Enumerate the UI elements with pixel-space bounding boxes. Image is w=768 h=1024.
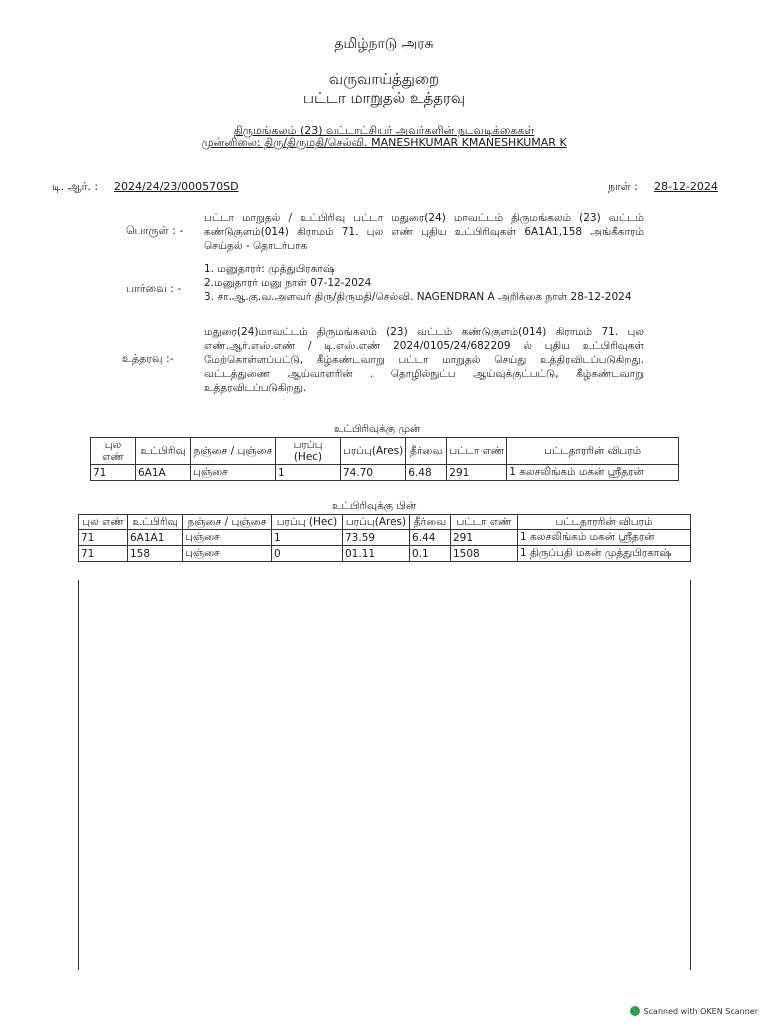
before-caption: உட்பிரிவுக்கு முன்: [334, 423, 421, 435]
cell-patta-no: 291: [451, 530, 518, 546]
cell-area-ares: 01.11: [343, 546, 410, 562]
table-row: [91, 465, 679, 481]
col-land-type: நஞ்சை / புஞ்சை: [191, 438, 276, 465]
subject-label: பொருள் : -: [126, 224, 184, 237]
col-patta-no: பட்டா எண்: [447, 438, 507, 465]
after-subdivision-table: [78, 514, 691, 562]
reference-line-2: 2.மனுதாரர் மனு நாள் 07-12-2024: [204, 277, 372, 289]
reference-line-1: 1. மனுதாரர்: முத்துபிரகாஷ்: [204, 263, 335, 275]
col-area-hec: பரப்பு (Hec): [276, 438, 341, 465]
col-owner: பட்டதாரரின் விபரம்: [507, 438, 679, 465]
before-subdivision-table: [90, 437, 679, 481]
after-caption: உட்பிரிவுக்கு பின்: [332, 500, 417, 512]
col-tax: தீர்வை: [410, 515, 451, 530]
col-subdivision: உட்பிரிவு: [128, 515, 183, 530]
reference-block: [204, 262, 644, 304]
table-row: [79, 530, 691, 546]
col-survey-no: புல எண்: [79, 515, 128, 530]
subject-text: பட்டா மாறுதல் / உட்பிரிவு பட்டா மதுரை(24) மாவட்டம் திருமங்கலம் (23) வட்டம் கண்டுகுளம்(014) கிராமம் 71. புல எண் புதிய உட்பிரிவுகள் 6A1A1,158 அங்கீகாரம் செய்தல் - தொடர்பாக: [204, 212, 644, 252]
cell-owner: 1 கலசலிங்கம் மகன் ஸ்ரீதரன்: [507, 465, 679, 481]
cell-survey-no: 71: [79, 546, 128, 562]
col-area-ares: பரப்பு(Ares): [343, 515, 410, 530]
dr-number: 2024/24/23/000570SD: [114, 180, 239, 193]
order-text: மதுரை(24)மாவட்டம் திருமங்கலம் (23) வட்டம் கண்டுகுளம்(014) கிராமம் 71. புல எண்.ஆர்.எஸ்.எண் / டி.எஸ்.எண் 2024/0105/24/682209 ல் புதிய உட்பிரிவுகள் மேற்கொள்ளப்பட்டு, கீழ்கண்டவாறு பட்டா மாறுதல் செய்து உத்திரவிடப்படுகிறது. வட்டத்துணை ஆய்வாளரின் . தொழில்நுட்ப ஆய்வுக்குட்பட்டு, கீழ்கண்டவாறு உத்தரவிடப்படுகிறது.: [204, 326, 644, 394]
dr-label: டி. ஆர். :: [52, 180, 99, 193]
cell-owner: 1 திருப்பதி மகன் முத்துபிரகாஷ்: [518, 546, 691, 562]
scanner-watermark: [630, 1006, 758, 1016]
reference-line-3: 3. சா.ஆ.கு.வ.அளவர் திரு/திருமதி/செல்வி. NAGENDRAN A அறிக்கை நாள் 28-12-2024: [204, 291, 632, 303]
cell-area-hec: 1: [272, 530, 343, 546]
cell-tax: 0.1: [410, 546, 451, 562]
scanner-text: Scanned with OKEN Scanner: [643, 1006, 758, 1016]
cell-tax: 6.44: [410, 530, 451, 546]
table-row: [79, 546, 691, 562]
cell-subdivision: 158: [128, 546, 183, 562]
table-empty-area: [78, 580, 691, 970]
col-land-type: நஞ்சை / புஞ்சை: [183, 515, 272, 530]
cell-survey-no: 71: [79, 530, 128, 546]
reference-label: பார்வை : -: [126, 282, 182, 295]
date-label: நாள் :: [608, 180, 638, 193]
col-area-ares: பரப்பு(Ares): [341, 438, 406, 465]
cell-area-ares: 74.70: [341, 465, 406, 481]
col-owner: பட்டதாரரின் விபரம்: [518, 515, 691, 530]
cell-patta-no: 291: [447, 465, 507, 481]
cell-area-ares: 73.59: [343, 530, 410, 546]
government-title: தமிழ்நாடு அரசு: [334, 36, 434, 52]
table-header-row: [79, 515, 691, 530]
cell-subdivision: 6A1A1: [128, 530, 183, 546]
col-subdivision: உட்பிரிவு: [136, 438, 191, 465]
order-label: உத்தரவு :-: [122, 352, 174, 365]
col-survey-no: புல எண்: [91, 438, 136, 465]
cell-land-type: புஞ்சை: [183, 546, 272, 562]
cell-patta-no: 1508: [451, 546, 518, 562]
col-tax: தீர்வை: [406, 438, 447, 465]
col-patta-no: பட்டா எண்: [451, 515, 518, 530]
cell-area-hec: 0: [272, 546, 343, 562]
cell-land-type: புஞ்சை: [191, 465, 276, 481]
table-header-row: [91, 438, 679, 465]
order-title: பட்டா மாறுதல் உத்தரவு: [302, 89, 466, 107]
cell-survey-no: 71: [91, 465, 136, 481]
scanner-logo-icon: [630, 1006, 640, 1016]
cell-land-type: புஞ்சை: [183, 530, 272, 546]
cell-tax: 6.48: [406, 465, 447, 481]
date-value: 28-12-2024: [654, 180, 718, 193]
cell-owner: 1 கலசலிங்கம் மகன் ஸ்ரீதரன்: [518, 530, 691, 546]
cell-subdivision: 6A1A: [136, 465, 191, 481]
cell-area-hec: 1: [276, 465, 341, 481]
col-area-hec: பரப்பு (Hec): [272, 515, 343, 530]
department-title: வருவாய்த்துறை: [328, 70, 440, 88]
presence-line: முன்னிலை: திரு/திருமதி/செல்வி. MANESHKUMAR KMANESHKUMAR K: [201, 136, 567, 149]
office-line: திருமங்கலம் (23) வட்டாட்சியர் அவர்களின் நடவடிக்கைகள்: [233, 124, 535, 137]
